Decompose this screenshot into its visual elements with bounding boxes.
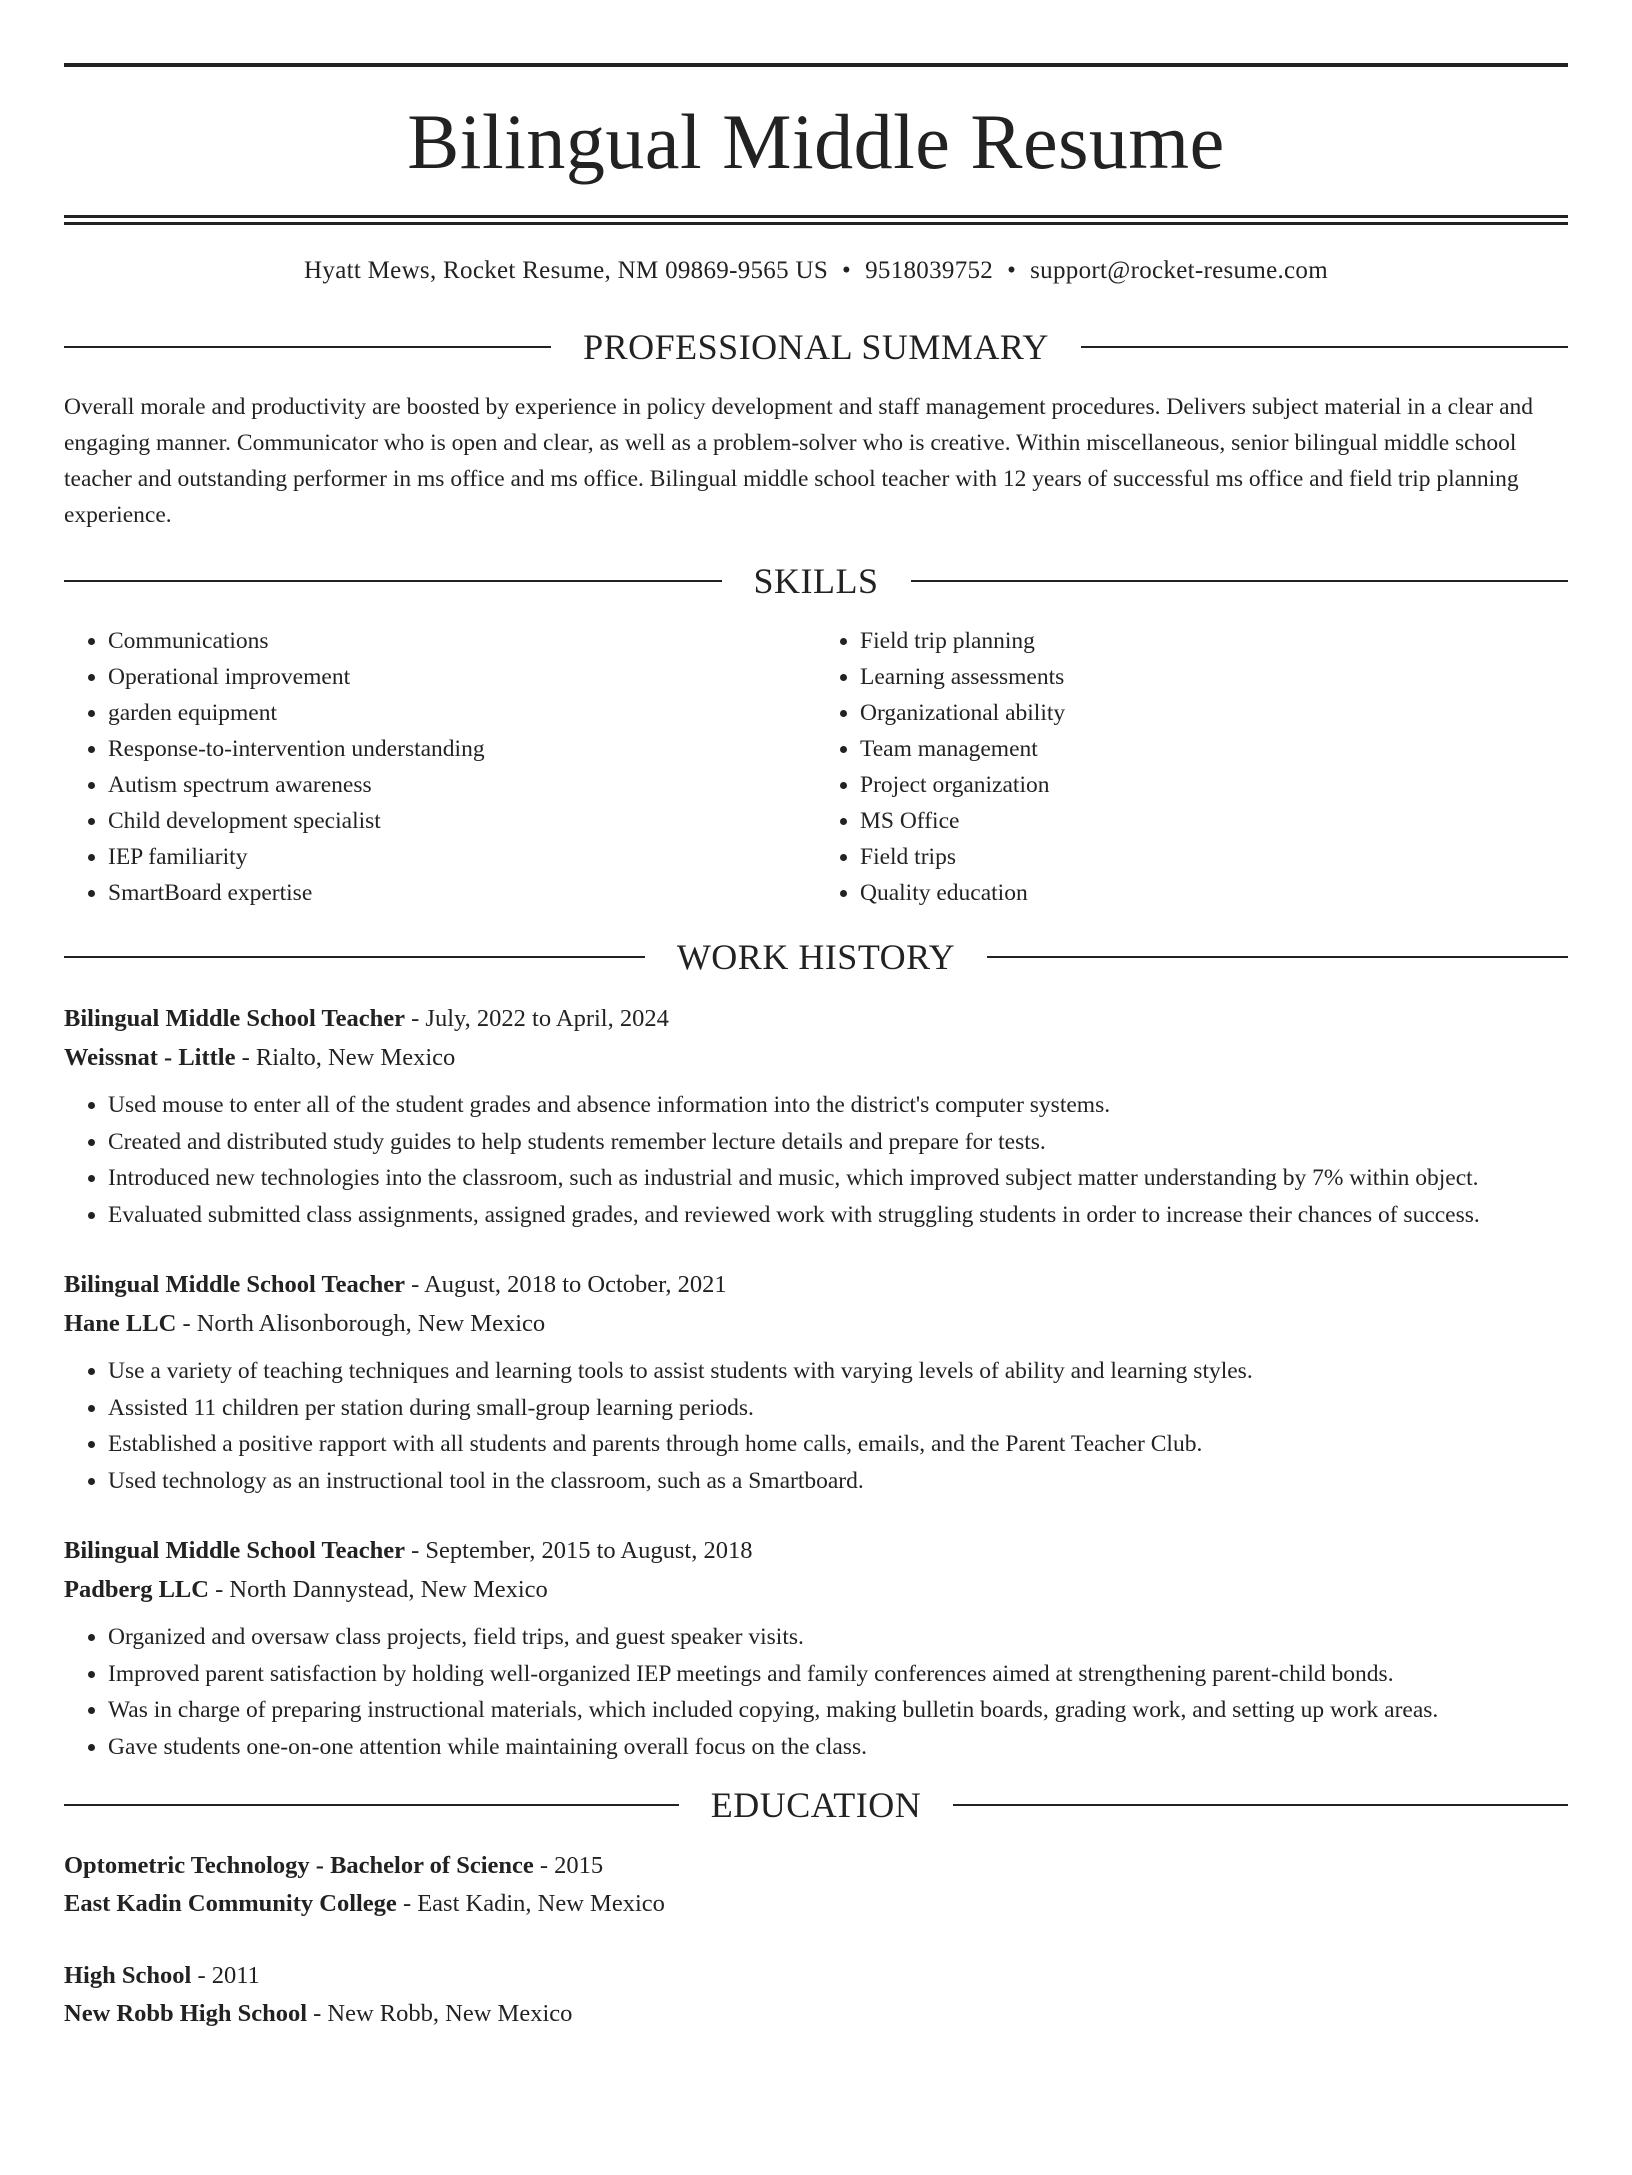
skills-column-left [64, 623, 816, 911]
section-rule [953, 1804, 1568, 1806]
section-rule [64, 1804, 679, 1806]
skill-item: • Field trips [860, 839, 1568, 875]
job-bullet: • Improved parent satisfaction by holding well-organized IEP meetings and family conferences aimed at strengthening parent-child bonds. [108, 1656, 1568, 1693]
education-entry [64, 1847, 1568, 1923]
education-school-line [64, 1995, 1568, 2033]
education-school-line [64, 1885, 1568, 1923]
job-dates: - August, 2018 to October, 2021 [405, 1271, 727, 1298]
job-bullet: • Established a positive rapport with all students and parents through home calls, emails, and the Parent Teacher Club. [108, 1426, 1568, 1463]
section-header-work [64, 939, 1568, 975]
skill-item: • Project organization [860, 767, 1568, 803]
skill-item: • SmartBoard expertise [108, 875, 816, 911]
skill-item: • Communications [108, 623, 816, 659]
section-title: WORK HISTORY [676, 937, 956, 977]
education-year: - 2011 [191, 1962, 260, 1989]
section-header-education [64, 1787, 1568, 1823]
job-company-line [64, 1304, 1568, 1343]
skill-item: • Operational improvement [108, 659, 816, 695]
education-location: - New Robb, New Mexico [307, 2000, 573, 2027]
job-title-line [64, 999, 1568, 1038]
job-company: Padberg LLC [64, 1576, 209, 1603]
contact-line [64, 257, 1568, 285]
job-title: Bilingual Middle School Teacher [64, 1005, 406, 1032]
skills-column-right [816, 623, 1568, 911]
skill-item: • Quality education [860, 875, 1568, 911]
resume-page [0, 63, 1632, 2175]
job-dates: - July, 2022 to April, 2024 [405, 1005, 669, 1032]
job-location: - Rialto, New Mexico [235, 1044, 456, 1071]
double-rule [64, 215, 1568, 225]
section-header-summary [64, 329, 1568, 365]
job-location: - North Alisonborough, New Mexico [176, 1310, 546, 1337]
section-rule [911, 580, 1569, 582]
education-school: New Robb High School [64, 2000, 308, 2027]
job-bullet: • Evaluated submitted class assignments, assigned grades, and reviewed work with struggling students in order to increase their chances of success. [108, 1197, 1568, 1234]
skill-item: • garden equipment [108, 695, 816, 731]
job-bullet: • Assisted 11 children per station during small-group learning periods. [108, 1390, 1568, 1427]
job-bullet: • Organized and oversaw class projects, field trips, and guest speaker visits. [108, 1619, 1568, 1656]
section-header-skills [64, 563, 1568, 599]
job-title-line [64, 1265, 1568, 1304]
resume-name: Bilingual Middle Resume [407, 98, 1225, 185]
skill-item: • Organizational ability [860, 695, 1568, 731]
job-company-line [64, 1570, 1568, 1609]
job-company: Weissnat - Little [64, 1044, 236, 1071]
job-bullets [64, 1353, 1568, 1499]
job-entry [64, 1265, 1568, 1499]
section-title: PROFESSIONAL SUMMARY [583, 327, 1049, 367]
job-company-line [64, 1038, 1568, 1077]
contact-separator: • [1007, 257, 1017, 284]
job-bullets [64, 1087, 1568, 1233]
job-entry [64, 999, 1568, 1233]
job-title: Bilingual Middle School Teacher [64, 1537, 406, 1564]
section-rule [1081, 346, 1568, 348]
education-degree-line [64, 1847, 1568, 1885]
summary-text: Overall morale and productivity are boosted by experience in policy development and staff management procedures. Delivers subject material in a clear and engaging manner. Communicator who is open and clear, as well as a problem-solver who is creative. Within miscellaneous, senior bilingual middle school teacher and outstanding performer in ms office and ms office. Bilingual middle school teacher with 12 years of successful ms office and field trip planning experience. [64, 394, 1534, 528]
skill-item: • Learning assessments [860, 659, 1568, 695]
top-rule [64, 63, 1568, 67]
skill-item: • Field trip planning [860, 623, 1568, 659]
section-title: SKILLS [753, 561, 879, 601]
job-bullet: • Use a variety of teaching techniques and learning tools to assist students with varying levels of ability and learning styles. [108, 1353, 1568, 1390]
education-year: - 2015 [533, 1852, 604, 1879]
job-bullet: • Created and distributed study guides to help students remember lecture details and prepare for tests. [108, 1124, 1568, 1161]
section-title: EDUCATION [710, 1785, 922, 1825]
job-bullets [64, 1619, 1568, 1765]
contact-phone[interactable]: 9518039752 [865, 257, 994, 284]
job-company: Hane LLC [64, 1310, 177, 1337]
skill-item: • Team management [860, 731, 1568, 767]
job-bullet: • Gave students one-on-one attention while maintaining overall focus on the class. [108, 1729, 1568, 1766]
job-title-line [64, 1531, 1568, 1570]
contact-email[interactable]: support@rocket-resume.com [1030, 257, 1328, 284]
education-location: - East Kadin, New Mexico [396, 1890, 665, 1917]
section-rule [64, 956, 645, 958]
section-rule [64, 580, 722, 582]
education-school: East Kadin Community College [64, 1890, 397, 1917]
education-entry [64, 1957, 1568, 2033]
contact-separator: • [842, 257, 852, 284]
job-bullet: • Used mouse to enter all of the student grades and absence information into the district's computer systems. [108, 1087, 1568, 1124]
skills-list [64, 623, 1568, 911]
job-bullet: • Introduced new technologies into the classroom, such as industrial and music, which improved subject matter understanding by 7% within object. [108, 1160, 1568, 1197]
section-rule [64, 346, 551, 348]
skill-item: • MS Office [860, 803, 1568, 839]
education-degree: High School [64, 1962, 192, 1989]
job-title: Bilingual Middle School Teacher [64, 1271, 406, 1298]
contact-address: Hyatt Mews, Rocket Resume, NM 09869-9565 US [304, 257, 829, 284]
section-rule [987, 956, 1568, 958]
skill-item: • Response-to-intervention understanding [108, 731, 816, 767]
job-bullet: • Used technology as an instructional tool in the classroom, such as a Smartboard. [108, 1463, 1568, 1500]
job-location: - North Dannystead, New Mexico [208, 1576, 548, 1603]
skill-item: • IEP familiarity [108, 839, 816, 875]
education-degree-line [64, 1957, 1568, 1995]
skill-item: • Child development specialist [108, 803, 816, 839]
skill-item: • Autism spectrum awareness [108, 767, 816, 803]
job-bullet: • Was in charge of preparing instructional materials, which included copying, making bulletin boards, grading work, and setting up work areas. [108, 1692, 1568, 1729]
job-entry [64, 1531, 1568, 1765]
job-dates: - September, 2015 to August, 2018 [405, 1537, 753, 1564]
education-degree: Optometric Technology - Bachelor of Science [64, 1852, 534, 1879]
